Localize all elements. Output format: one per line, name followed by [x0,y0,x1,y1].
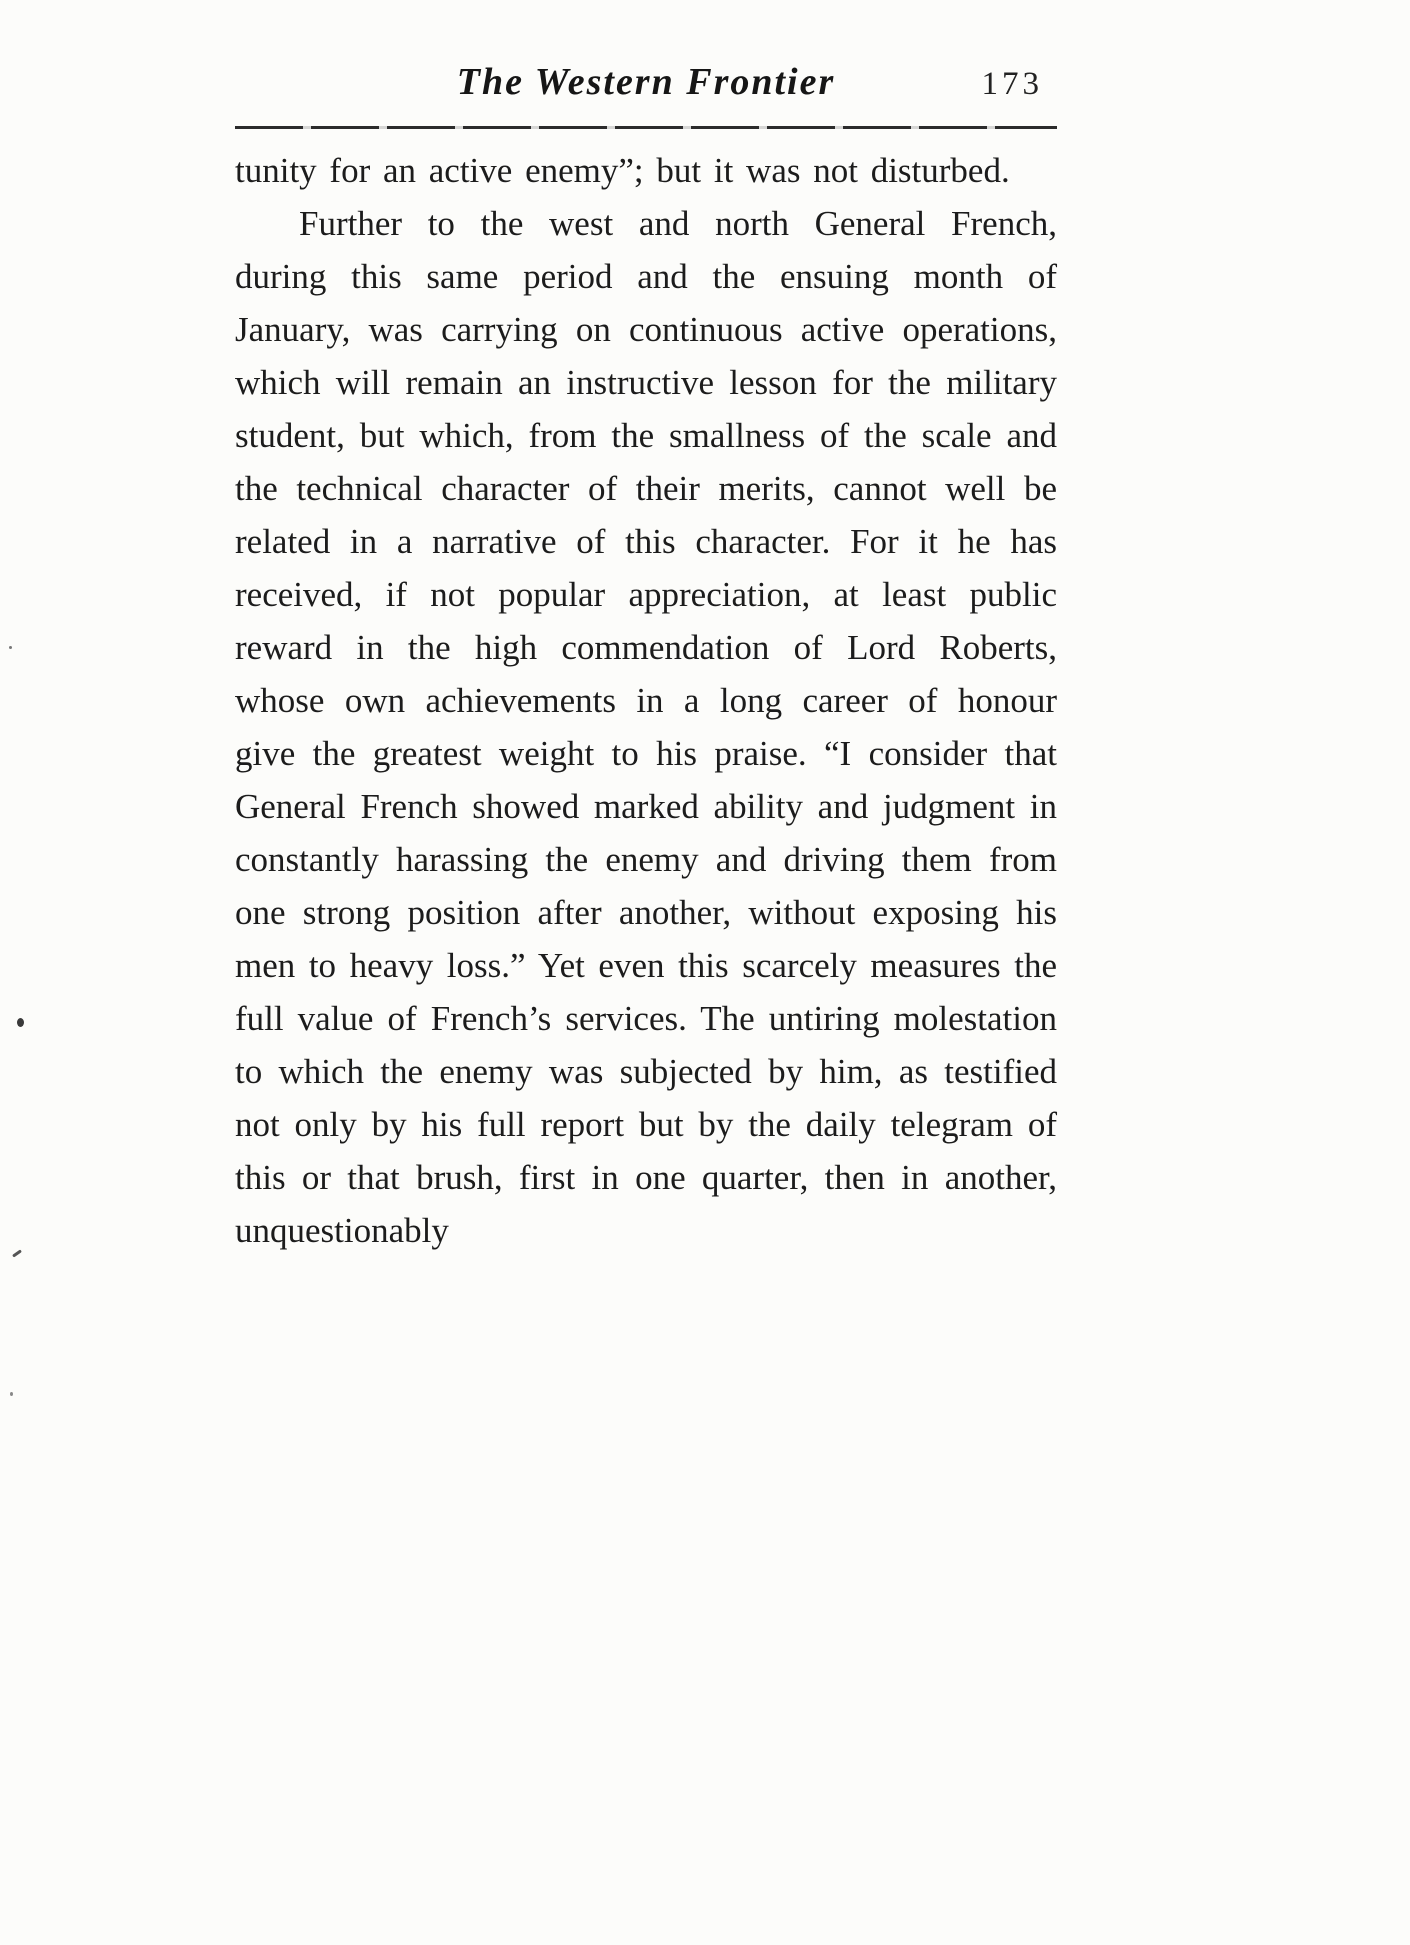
page-body [235,144,1057,1257]
page-header [235,60,1057,120]
header-rule [235,126,1057,129]
running-title: The Western Frontier [456,61,836,103]
paragraph: tunity for an active enemy”; but it was not disturbed. [235,151,1010,190]
scan-speck [12,1249,22,1257]
page-number: 173 [981,66,1043,102]
scan-speck [17,1018,24,1027]
scan-speck [10,1392,13,1396]
book-page [235,60,1057,1257]
scan-speck [9,646,12,649]
paragraph: Further to the west and north General French, during this same period and the ensuing month of January, was carrying on continuous active operations, which will remain an instructive lesson for the military student, but which, from the smallness of the scale and the technical character of their merits, cannot well be related in a narrative of this character. For it he has received, if not popular appreciation, at least public reward in the high commendation of Lord Roberts, whose own achievements in a long career of honour give the greatest weight to his praise. “I consider that General French showed marked ability and judgment in constantly harassing the enemy and driving them from one strong position after another, without exposing his men to heavy loss.” Yet even this scarcely measures the full value of French’s services. The untiring molestation to which the enemy was subjected by him, as testified not only by his full report but by the daily telegram of this or that brush, first in one quarter, then in another, unquestionably [235,204,1057,1250]
